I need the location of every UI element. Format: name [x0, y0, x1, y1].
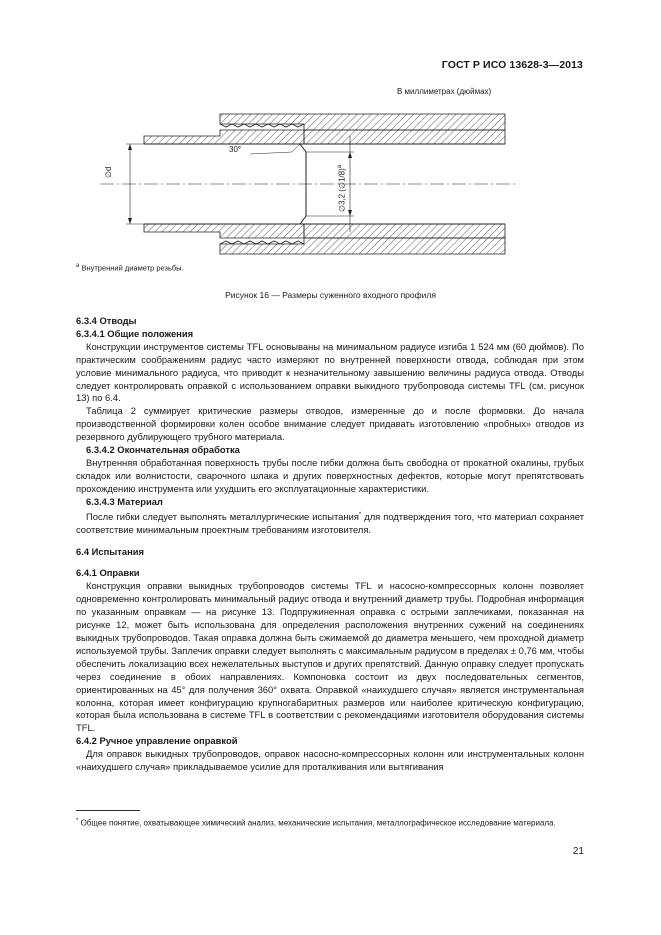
figure-footnote: $^a$ Внутренний диаметр резьбы.: [76, 263, 184, 273]
paragraph: Конструкция оправки выкидных трубопроводов системы TFL и насосно-компрессорных колонн позволяет одновременно контролировать минимальный радиус отвода и внутренний диаметр трубы. Подробная информация по указанным оправкам — на рисунке 13. Подпружиненная оправка с острыми заплечиками, показанная на рисунке 12, может быть использована для определения расположения внутренних сужений на соединениях выкидных трубопроводов. Такая оправка должна быть сжимаемой до диаметра меньшего, чем проходной диаметр используемой трубы. Заплечик оправки следует выполнять с максимальным радиусом в пределах ± 0,76 мм, чтобы обеспечить локализацию всех нежелательных выступов и других препятствий. Данную оправку следует пропускать через соединение в обоих направлениях. Компоновка состоит из двух последовательных сегментов, ориентированных на 45° для получения 360° охвата. Оправкой «наихудшего случая» является инструментальная колонна, которая имеет конфигурацию крупногабаритных размеров или наиболее критическую конфигурацию, которая была использована в системе TFL в соответствии с рекомендациями изготовителя оборудования системы TFL.: [76, 580, 584, 734]
paragraph: После гибки следует выполнять металлургические испытания* для подтверждения того, что материал сохраняет соответствие минимальным проектным требованиям изготовителя.: [76, 510, 584, 535]
page-footnote: * Общее понятие, охватывающее химический анализ, механические испытания, металлографическое исследование материала.: [76, 818, 556, 828]
body-text: [76, 315, 584, 774]
heading-6-3-4: 6.3.4 Отводы: [76, 315, 137, 326]
heading-6-3-4-1: 6.3.4.1 Общие положения: [76, 327, 194, 339]
units-note: В миллиметрах (дюймах): [397, 87, 492, 96]
heading-6-4-1: 6.4.1 Оправки: [76, 567, 140, 579]
document-code: ГОСТ Р ИСО 13628-3—2013: [441, 59, 583, 71]
heading-6-3-4-2: 6.3.4.2 Окончательная обработка: [86, 444, 240, 456]
small-diameter-label: ∅3,2 (∅1/8)$^a$: [337, 164, 347, 212]
diameter-label: ∅d: [104, 166, 113, 178]
paragraph: Для оправок выкидных трубопроводов, оправок насосно-компрессорных колонн или инструментальных колонн «наихудшего случая» прикладываемое усилие для проталкивания или вытягивания: [76, 748, 584, 773]
footnote-separator: [76, 810, 140, 811]
paragraph: Внутренняя обработанная поверхность трубы после гибки должна быть свободна от прокатной окалины, грубых складок или волнистости, сварочного шлака и других поверхностных дефектов, которые могут препятствовать прохождению инструмента или ухудшить его эксплуатационные характеристики.: [76, 456, 584, 494]
heading-6-4-2: 6.4.2 Ручное управление оправкой: [76, 735, 238, 747]
figure-caption: Рисунок 16 — Размеры суженного входного профиля: [225, 290, 436, 300]
page-number: 21: [572, 846, 584, 857]
heading-6-3-4-3: 6.3.4.3 Материал: [86, 495, 163, 507]
heading-6-4: 6.4 Испытания: [76, 545, 144, 557]
angle-label: 30°: [229, 145, 242, 154]
paragraph: Конструкции инструментов системы TFL основываны на минимальном радиусе изгиба 1 524 мм (60 дюймов). По практическим соображениям радиус часто измеряют по внутренней поверхности отвода, соблюдая при этом условие минимального радиуса, что приводит к незначительному завышению величины радиуса отвода. Отводы следует контролировать оправкой с использованием оправки выкидного трубопровода системы TFL (см. рисунок 13) по 6.4.: [76, 340, 584, 404]
paragraph: Таблица 2 суммирует критические размеры отводов, измеренные до и после формовки. До начала производственной формировки колен особое внимание следует придавать изготовлению «пробных» отводов из резервного дублирующего трубного материала.: [76, 405, 584, 443]
pipe-profile-drawing: [60, 100, 520, 260]
